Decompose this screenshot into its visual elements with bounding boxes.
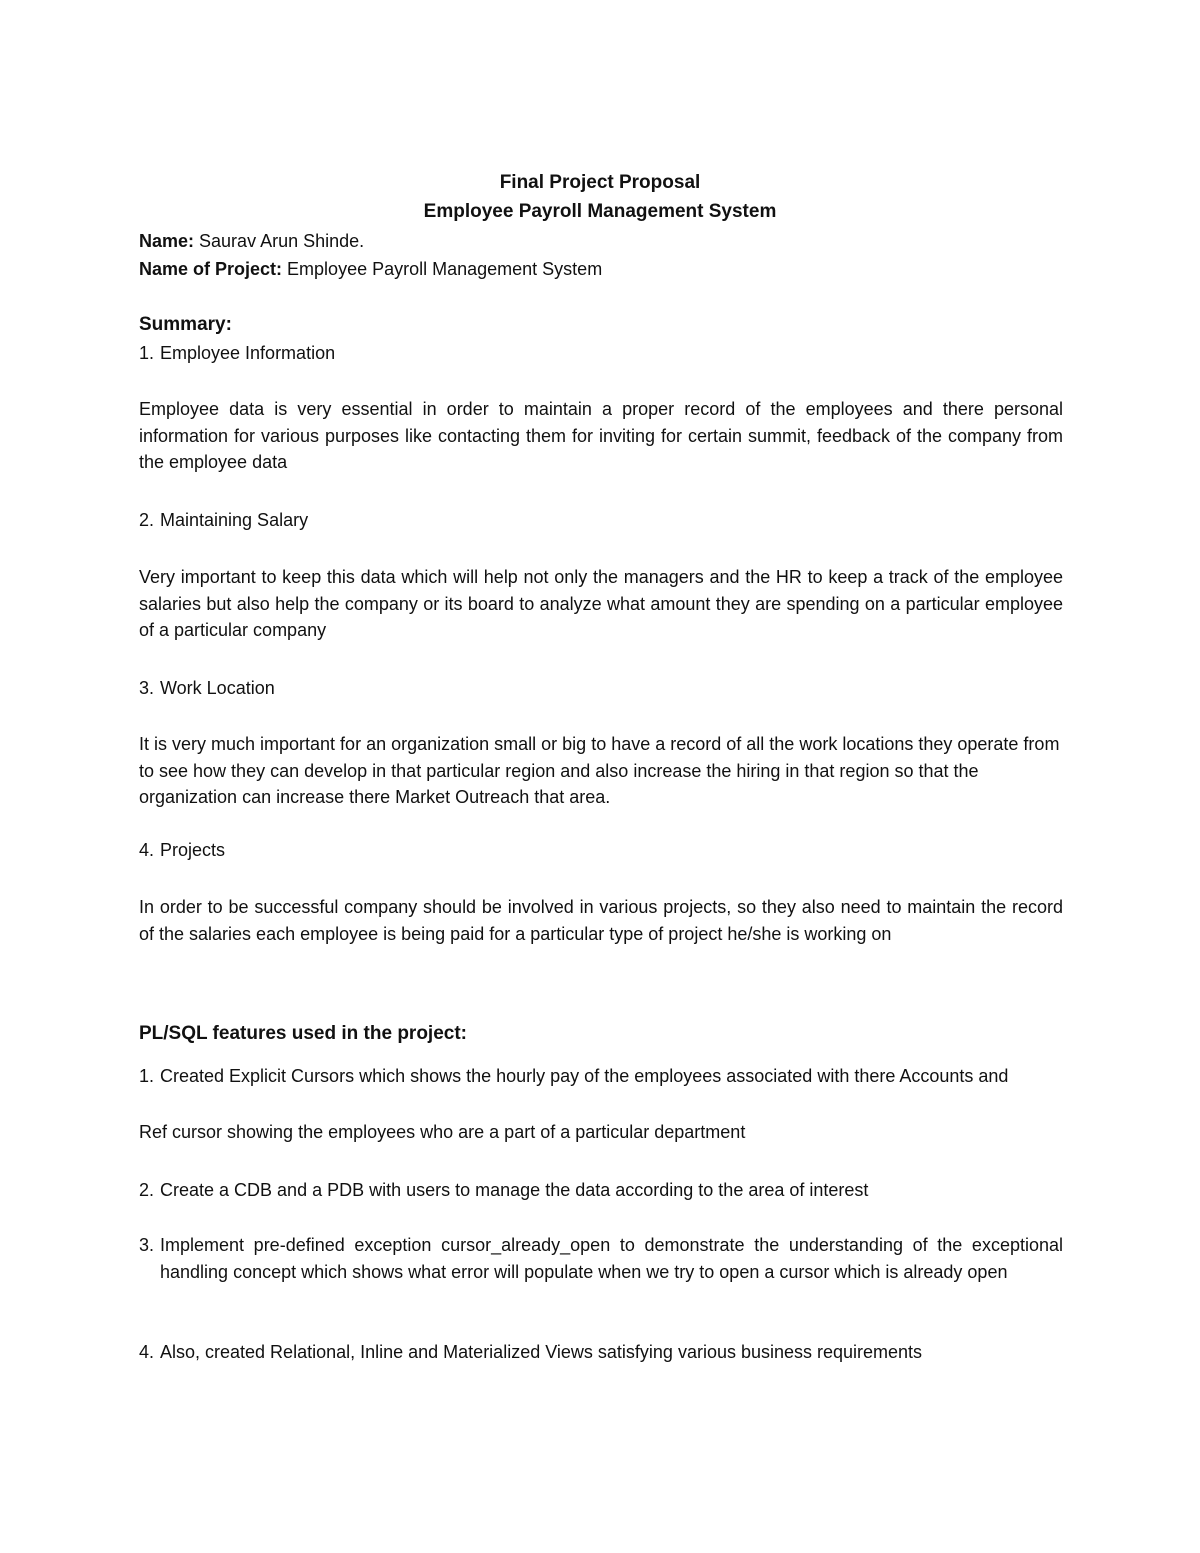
summary-paragraph: Employee data is very essential in order to maintain a proper record of the employees and there personal information for various purposes like contacting them for inviting for certain summit, feedback of the company from the employee data: [139, 399, 1063, 472]
feature-text: Implement pre-defined exception cursor_already_open to demonstrate the understanding of the exceptional handling concept which shows what error will populate when we try to open a cursor which is already open: [160, 1235, 1063, 1282]
feature-item: [139, 1339, 1063, 1366]
summary-item-title: [139, 508, 308, 532]
author-line: [139, 229, 364, 253]
feature-item: [139, 1232, 1063, 1285]
name-label: Name:: [139, 231, 195, 251]
list-item-title: Maintaining Salary: [160, 510, 309, 530]
document-subtitle: Employee Payroll Management System: [423, 201, 777, 222]
project-value: Employee Payroll Management System: [282, 259, 603, 279]
list-number: 3.: [139, 1235, 155, 1255]
feature-item: [139, 1063, 1063, 1090]
project-line: [139, 257, 602, 281]
summary-item-title: [139, 341, 335, 365]
project-label: Name of Project:: [139, 259, 283, 279]
list-number: 4.: [139, 1342, 155, 1362]
feature-text: Also, created Relational, Inline and Materialized Views satisfying various business requirements: [160, 1342, 923, 1362]
summary-item-title: [139, 676, 275, 700]
name-value: Saurav Arun Shinde.: [194, 231, 365, 251]
summary-item-title: [139, 838, 225, 862]
list-number: 2.: [139, 510, 155, 530]
list-number: 4.: [139, 840, 155, 860]
list-item-title: Projects: [160, 840, 226, 860]
feature-text: Create a CDB and a PDB with users to manage the data according to the area of interest: [160, 1180, 869, 1200]
list-number: 1.: [139, 1066, 155, 1086]
summary-paragraph: In order to be successful company should be involved in various projects, so they also need to maintain the record of the salaries each employee is being paid for a particular type of project he/she is working on: [139, 897, 1063, 944]
list-number: 1.: [139, 343, 155, 363]
summary-paragraph: It is very much important for an organization small or big to have a record of all the work locations they operate from to see how they can develop in that particular region and also increase the hiring in that region so that the organization can increase there Market Outreach that area.: [139, 734, 1060, 807]
feature-continuation: Ref cursor showing the employees who are a part of a particular department: [139, 1122, 746, 1142]
feature-text: Created Explicit Cursors which shows the hourly pay of the employees associated with there Accounts and: [160, 1066, 1009, 1086]
list-item-title: Work Location: [160, 678, 275, 698]
list-item-title: Employee Information: [160, 343, 336, 363]
summary-paragraph: Very important to keep this data which will help not only the managers and the HR to keep a track of the employee salaries but also help the company or its board to analyze what amount they are spending on a particular employee of a particular company: [139, 567, 1063, 640]
feature-item: [139, 1177, 1063, 1204]
list-number: 2.: [139, 1180, 155, 1200]
features-heading: PL/SQL features used in the project:: [139, 1023, 467, 1044]
summary-heading: Summary:: [139, 314, 232, 335]
document-title: Final Project Proposal: [499, 172, 701, 193]
list-number: 3.: [139, 678, 155, 698]
